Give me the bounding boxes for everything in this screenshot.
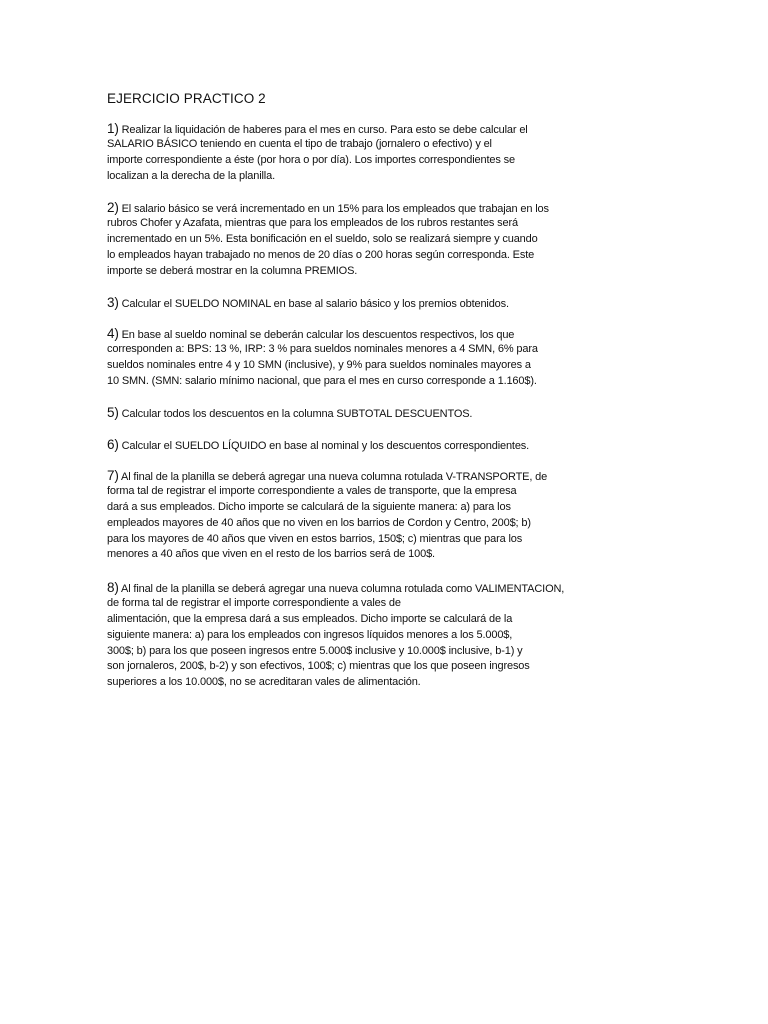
exercise-item-6 [107,437,529,453]
item-text: Al final de la planilla se deberá agregar una nueva columna rotulada como VALIMENTACION, [121,583,565,595]
exercise-line: SALARIO BÁSICO teniendo en cuenta el tipo de trabajo (jornalero o efectivo) y el [107,137,492,150]
exercise-line [107,468,547,484]
item-number: 4) [107,326,119,341]
exercise-line [107,405,472,421]
item-number: 7) [107,468,119,483]
exercise-line: localizan a la derecha de la planilla. [107,169,275,182]
exercise-line: importe correspondiente a éste (por hora o por día). Los importes correspondientes se [107,153,515,166]
exercise-line: para los mayores de 40 años que viven en estos barrios, 150$; c) mientras que para los [107,532,523,545]
item-number: 5) [107,405,119,420]
item-text: El salario básico se verá incrementado en un 15% para los empleados que trabajan en los [121,203,549,215]
exercise-line [107,200,549,216]
item-number: 3) [107,295,119,310]
exercise-item-3 [107,295,509,311]
exercise-line: incrementado en un 5%. Esta bonificación en el sueldo, solo se realizará siempre y cuando [107,232,538,245]
exercise-line: superiores a los 10.000$, no se acreditaran vales de alimentación. [107,676,421,689]
item-number: 2) [107,200,119,215]
exercise-line: son jornaleros, 200$, b-2) y son efectivos, 100$; c) mientras que los que poseen ingresos [107,660,530,673]
item-text: Al final de la planilla se deberá agregar una nueva columna rotulada V-TRANSPORTE, de [121,471,548,483]
exercise-line: lo empleados hayan trabajado no menos de 20 días o 200 horas según corresponda. Este [107,248,535,261]
exercise-line: 10 SMN. (SMN: salario mínimo nacional, que para el mes en curso corresponde a 1.160$). [107,374,537,387]
exercise-line: rubros Chofer y Azafata, mientras que para los empleados de los rubros restantes será [107,216,518,229]
exercise-line [107,580,564,596]
exercise-line: empleados mayores de 40 años que no viven en los barrios de Cordon y Centro, 200$; b) [107,516,531,529]
item-text: En base al sueldo nominal se deberán calcular los descuentos respectivos, los que [121,329,515,341]
item-text: Realizar la liquidación de haberes para el mes en curso. Para esto se debe calcular el [121,124,528,136]
exercise-line [107,437,529,453]
exercise-item-7 [107,468,547,563]
exercise-line: sueldos nominales entre 4 y 10 SMN (inclusive), y 9% para sueldos nominales mayores a [107,358,531,371]
item-number: 6) [107,437,119,452]
exercise-line [107,326,538,342]
exercise-line: menores a 40 años que viven en el resto de los barrios será de 100$. [107,548,435,561]
document-title: EJERCICIO PRACTICO 2 [107,91,266,106]
item-number: 8) [107,580,119,595]
exercise-line: 300$; b) para los que poseen ingresos entre 5.000$ inclusive y 10.000$ inclusive, b-1) y [107,644,523,657]
exercise-line: de forma tal de registrar el importe correspondiente a vales de [107,596,401,609]
exercise-item-4 [107,326,538,390]
exercise-line: siguiente manera: a) para los empleados con ingresos líquidos menores a los 5.000$, [107,628,513,641]
item-text: Calcular el SUELDO NOMINAL en base al salario básico y los premios obtenidos. [121,298,509,310]
exercise-line: forma tal de registrar el importe correspondiente a vales de transporte, que la empresa [107,484,517,497]
exercise-line: alimentación, que la empresa dará a sus empleados. Dicho importe se calculará de la [107,612,513,625]
item-text: Calcular todos los descuentos en la columna SUBTOTAL DESCUENTOS. [121,408,473,420]
exercise-line: dará a sus empleados. Dicho importe se calculará de la siguiente manera: a) para los [107,500,511,513]
exercise-line: importe se deberá mostrar en la columna PREMIOS. [107,264,358,277]
exercise-line [107,295,509,311]
item-text: Calcular el SUELDO LÍQUIDO en base al nominal y los descuentos correspondientes. [121,440,530,452]
exercise-item-5 [107,405,472,421]
exercise-item-2 [107,200,549,279]
exercise-item-1 [107,121,528,185]
item-number: 1) [107,121,119,136]
exercise-line: corresponden a: BPS: 13 %, IRP: 3 % para sueldos nominales menores a 4 SMN, 6% para [107,342,538,355]
exercise-line [107,121,528,137]
exercise-item-8 [107,580,564,691]
